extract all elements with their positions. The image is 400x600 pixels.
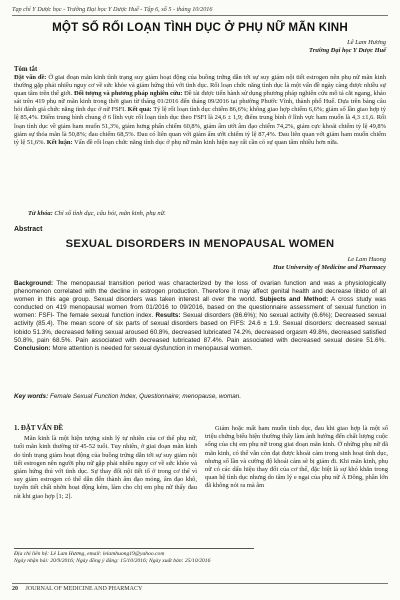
- english-keywords: [14, 393, 386, 400]
- footnote-dates: Ngày nhận bài: 20/9/2016; Ngày đồng ý đăng: 15/10/2016; Ngày xuất bản: 25/10/2016: [14, 557, 211, 564]
- vietnamese-affiliation: Trường Đại học Y Dược Huế: [309, 47, 386, 54]
- body-paragraph: Mãn kinh là một hiện tượng sinh lý tự nhiên của cơ thể phụ nữ, tuổi mãn kinh thường từ 45-52 tuổi. Tuy nhiên, ở giai đoạn mãn kinh do tình trạng giảm hoạt động của buồng trứng dẫn tới sự suy giảm nội tiết estrogen nên người phụ nữ gặp phải nhiều nguy cơ về sức khỏe và giảm hứng thú với tình dục. Sự thay đổi nội tiết tố ở trong cơ thể vì suy giảm estrogen có thể dẫn đến thành âm đạo mỏng, âm đạo khô, tuyến tiết chất nhờn hoạt động kém, làm cho chị em phụ nữ thấy đau rát khi giao hợp [1; 2].: [14, 435, 197, 500]
- abstract-text-results: Sexual disorders (86.6%); No sexual activity (6.6%); Decreased sexual activity (85.4). The mean score of six parts of sexual disorders based on FIFS: 24.6 ± 1.9. Sexual disorders: decreased sexual lobido 51.3%, decreased felling sexual aroused 60.8%, decreased lubricated 74.2%, decreased orgasm 49.8%, decreased satisfied 50.8%, pain 68.5%. Pain associated with decreased lubricated 87.4%. Pain associated with decreased sexual desire 51.6%.: [14, 312, 386, 344]
- footnote: [14, 548, 254, 565]
- abstract-label-conclusion: Kết luận:: [46, 138, 73, 146]
- abstract-label-method: Đối tượng và phương pháp nghiên cứu:: [73, 90, 183, 98]
- keywords-label: Key words:: [14, 393, 49, 400]
- keywords-text: Female Sexual Function Index, Questionnaire; menopause, woman.: [48, 393, 242, 400]
- abstract-text-background: Ở giai đoạn mãn kinh tình trạng suy giảm hoạt động của buồng trứng dẫn tới sự suy giảm nội tiết estrogen nên phụ nữ mãn kinh thường gặp phải nhiều nguy cơ về sức khỏe và giảm hứng thú với tình dục. Rối loạn chức năng tình dục là một vấn đề ngày càng được nhiều sự quan tâm trên thế giới.: [14, 74, 386, 98]
- section-heading: 1. ĐẶT VẤN ĐỀ: [14, 425, 64, 432]
- journal-name: JOURNAL OF MEDICINE AND PHARMACY: [25, 586, 143, 592]
- english-author: Le Lam Huong: [347, 256, 386, 263]
- body-column-left: [14, 425, 197, 501]
- abstract-label-background: Đặt vấn đề:: [14, 74, 47, 81]
- running-head: Tạp chí Y Dược học - Trường Đại học Y Dược Huế - Tập 6, số 5 - tháng 10/2016: [12, 6, 388, 16]
- abstract-text-method: Đề tài được tiến hành sử dụng phương pháp nghiên cứu mô tả cắt ngang, khảo sát trên 419 phụ nữ mãn kinh trong thời gian từ tháng 01/2016 đến tháng 09/2016 tại phường Phước Vĩnh, thành phố Huế. Dựa trên bảng câu hỏi đánh giá chức năng tình dục ở nữ FSFI.: [14, 90, 386, 114]
- footnote-contact: Địa chỉ liên hệ: Lê Lam Hương, email: lelamhuong19@yahoo.com: [14, 551, 165, 557]
- english-abstract: [14, 280, 386, 353]
- page-number: 20: [12, 586, 18, 592]
- english-title: SEXUAL DISORDERS IN MENOPAUSAL WOMEN: [65, 238, 335, 250]
- abstract-label-results: Results:: [155, 312, 181, 320]
- abstract-label-background: Background:: [14, 280, 54, 287]
- english-affiliation: Hue University of Medicine and Pharmacy: [272, 264, 386, 271]
- abstract-label-conclusion: Conclusion:: [14, 344, 51, 352]
- abstract-text-background: The menopausal transition period was characterized by the loss of ovarian function and was a physiologically phenomenon correlated with the decline in estrogen production. Therefore it may affect genital health and decrease libido of all women in this age group. Sexual disorders was taken interest all over the world.: [14, 280, 386, 304]
- vietnamese-author: Lê Lam Hương: [347, 39, 386, 46]
- vietnamese-abstract-heading: Tóm tắt: [14, 66, 38, 73]
- body-paragraph: Giảm hoặc mất ham muốn tình dục, đau khi giao hợp là một số triệu chứng biểu hiện thường thấy làm ảnh hưởng đến chất lượng cuộc sống của chị em phụ nữ trong giai đoạn mãn kinh. Ở những phụ nữ đã mãn kinh, có thể vẫn còn đạt được khoái cảm trong sinh hoạt tình dục, nhưng số lần và cường độ khoái cảm sẽ bị giảm đi. Khi mãn kinh, phụ nữ có các dấu hiệu thay đổi của cơ thể, đặc biệt là sự khó khăn trong quan hệ tình dục nhưng do tâm lý e ngại của phụ nữ Á Đông, phần lớn đã không nói ra mà âm: [205, 425, 388, 490]
- page-footer: [12, 583, 388, 592]
- abstract-label-method: Subjects and Method:: [259, 296, 329, 304]
- abstract-label-results: Kết quả:: [127, 106, 152, 114]
- keywords-text: Chỉ số tình dục, câu hỏi, mãn kinh, phụ nữ.: [52, 210, 166, 217]
- abstract-text-conclusion: Vấn đề rối loạn chức năng tình dục ở phụ nữ mãn kinh hiện nay rất cần có sự quan tâm nhiều hơn nữa.: [72, 138, 339, 146]
- vietnamese-abstract: [14, 74, 386, 147]
- keywords-label: Từ khóa:: [28, 210, 53, 217]
- vietnamese-keywords: [28, 210, 386, 217]
- abstract-text-method: A cross study was conducted on 419 menopausal women from 01/2016 to 09/2016, based on the questionnaire assessment of sexual function in women: FSFI- The female sexual function index.: [14, 296, 387, 320]
- abstract-text-conclusion: More attention is needed for sexual dysfunction in menopausal women.: [50, 344, 253, 352]
- abstract-text-results: Tỷ lệ rối loạn tình dục chiếm 86,6%; không giao hợp chiếm 6,6%; giảm số lần giao hợp tỷ lệ 85,4%. Điểm trung bình chung ở 6 lĩnh vực rối loạn tình dục theo FSFI là 24,6 ± 1,9; điểm trung bình ở lĩnh vực ham muốn là 4,3 ±1,6. Rối loạn tình dục về giảm ham muốn 51,3%, giảm hưng phấn chiếm 60,8%, giảm ẩm ướt âm đạo chiếm 74,2%, giảm cực khoái chiếm tỷ lệ 49,8% giảm sự thỏa mãn là 50,8%; đau chiếm 68,5%. Đau có liên quan với giảm ẩm ướt chiếm tỷ lệ 87,4%. Đau liên quan với giảm ham muốn chiếm tỷ lệ 51,6%.: [14, 106, 386, 146]
- english-abstract-heading: Abstract: [14, 226, 43, 233]
- body-column-right: [205, 425, 388, 491]
- vietnamese-title: MỘT SỐ RỐI LOẠN TÌNH DỤC Ở PHỤ NỮ MÃN KINH: [52, 21, 348, 34]
